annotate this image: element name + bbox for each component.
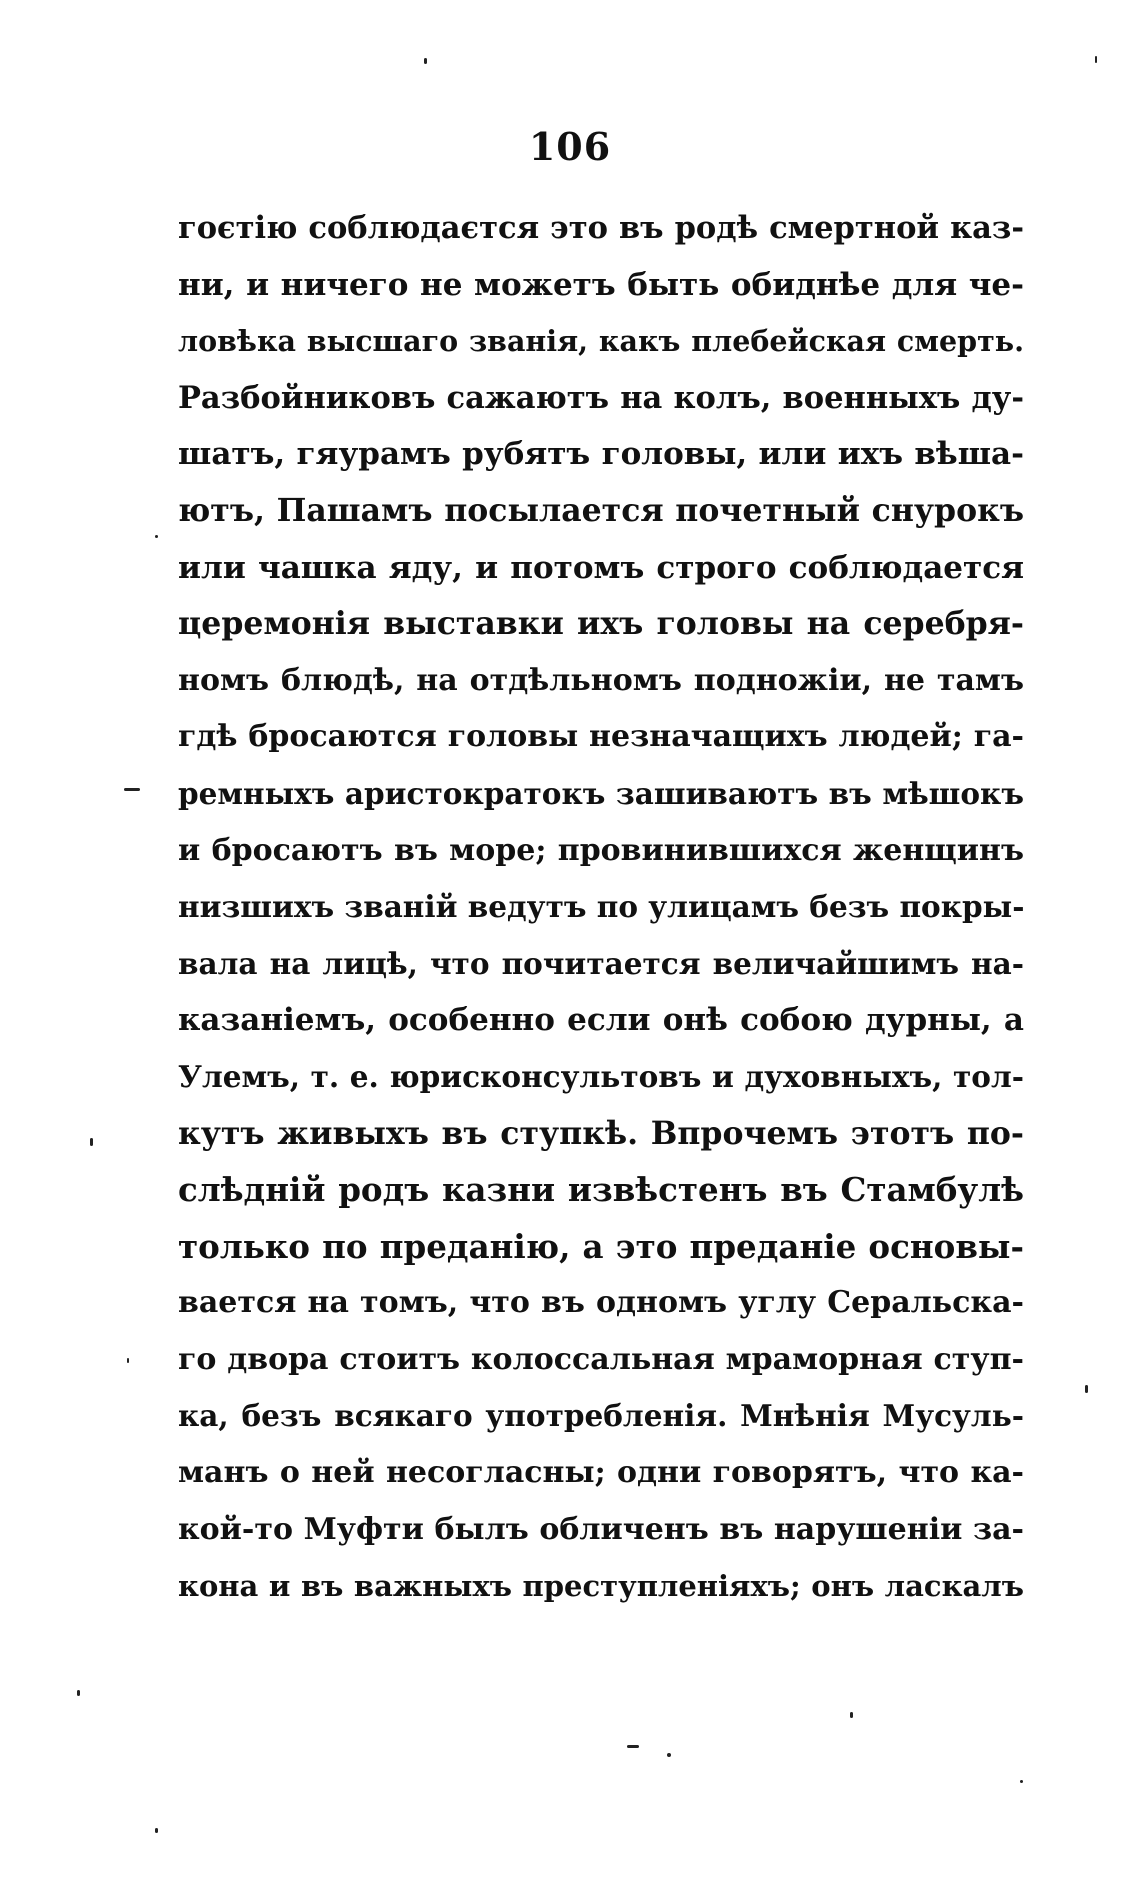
text-line: и бросаютъ въ море; провинившихся женщинъ [178,832,1024,868]
text-line: шатъ, гяурамъ рубятъ головы, или ихъ вѣша- [178,436,1024,473]
scan-speck [850,1712,853,1718]
scan-speck [1085,1385,1088,1393]
text-line: казаніемъ, особенно если онѣ собою дурны, а [178,1002,1024,1039]
text-line: вала на лицѣ, что почитается величайшимъ на- [178,945,1024,981]
scan-speck [1020,1780,1023,1783]
text-line: манъ о ней несогласны; одни говорятъ, что ка- [178,1455,1024,1491]
scan-speck [77,1690,80,1696]
scan-speck [424,58,427,64]
text-line: церемонія выставки ихъ головы на серебря- [178,605,1024,643]
text-line: номъ блюдѣ, на отдѣльномъ подножіи, не тамъ [178,662,1024,698]
text-line: кона и въ важныхъ преступленіяхъ; онъ ласкалъ [178,1569,1024,1604]
text-line: кутъ живыхъ въ ступкѣ. Впрочемъ этотъ по- [178,1114,1024,1152]
text-line: ни, и ничего не можетъ быть обиднѣе для че- [178,266,1024,303]
text-line: ремныхъ аристократокъ зашиваютъ въ мѣшокъ [178,775,1024,811]
text-line: ютъ, Пашамъ посылается почетный снурокъ [178,491,1024,529]
scan-speck [124,788,140,791]
text-line: слѣдній родъ казни извѣстенъ въ Стамбулѣ [178,1170,1024,1210]
text-line: Разбойниковъ сажаютъ на колъ, военныхъ ду- [178,379,1024,416]
text-line: кой-то Муфти былъ обличенъ въ нарушеніи за- [178,1511,1024,1547]
scan-speck [155,1828,158,1833]
scan-speck [1095,56,1097,63]
text-line: го двора стоитъ колоссальная мраморная ступ- [178,1341,1024,1377]
text-line: гоєтію соблюдаєтся это въ родѣ смертной каз- [178,210,1024,246]
scan-speck [667,1753,671,1757]
text-line: только по преданію, а это преданіе основы- [178,1226,1024,1266]
page-number: 106 [528,124,612,169]
text-line: или чашка яду, и потомъ строго соблюдается [178,549,1024,586]
text-line: вается на томъ, что въ одномъ углу Серальска- [178,1285,1024,1321]
scan-speck [627,1745,639,1748]
scan-speck [155,535,158,538]
text-line: низшихъ званій ведутъ по улицамъ безъ покры- [178,889,1024,925]
scan-speck [127,1358,129,1363]
scan-speck [90,1138,93,1146]
body-text [178,200,1024,1615]
text-line: ловѣка высшаго званія, какъ плебейская смерть. [178,324,1024,359]
text-line: гдѣ бросаются головы незначащихъ людей; га- [178,719,1024,755]
text-line: ка, безъ всякаго употребленія. Мнѣнія Мусуль- [178,1398,1024,1434]
text-line: Улемъ, т. е. юрисконсультовъ и духовныхъ, тол- [178,1058,1024,1094]
